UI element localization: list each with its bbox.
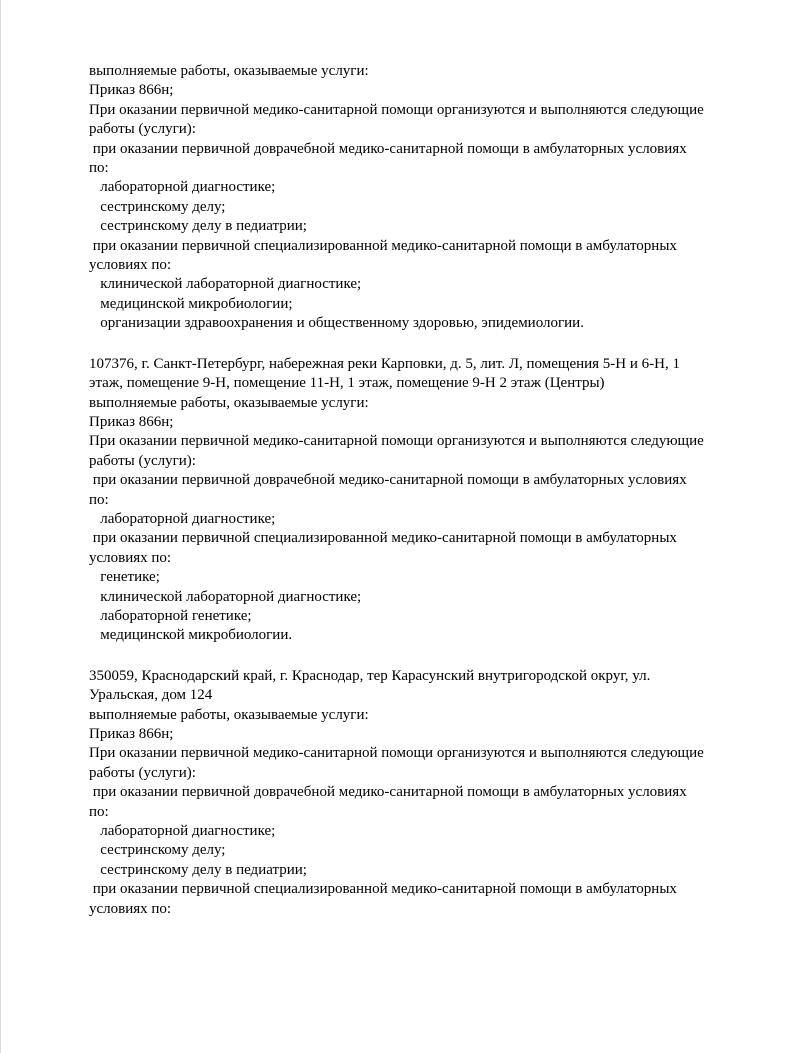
text-line: лабораторной диагностике; [89,179,276,196]
text-line: Приказ 866н; [89,726,174,742]
text-line: Уральская, дом 124 [89,687,213,704]
text-line: При оказании первичной медико-санитарной помощи организуются и выполняются следующие [89,745,704,762]
text-line: этаж, помещение 9-Н, помещение 11-Н, 1 этаж, помещение 9-Н 2 этаж (Центры) [89,375,605,392]
text-line: сестринскому делу; [89,198,226,215]
text-line: условиях по: [89,257,172,274]
text-line: работы (услуги): [89,452,196,469]
text-line: медицинской микробиологии. [89,627,293,644]
text-line: клинической лабораторной диагностике; [89,276,362,293]
text-line: лабораторной диагностике; [89,510,276,527]
text-line: при оказании первичной доврачебной медико-санитарной помощи в амбулаторных условиях [89,784,687,801]
text-line: генетике; [89,569,160,586]
text-line: организации здравоохранения и общественному здоровью, эпидемиологии. [89,315,584,332]
text-line: по: [89,491,109,508]
text-line: клинической лабораторной диагностике; [89,588,362,605]
text-line: при оказании первичной специализированной медико-санитарной помощи в амбулаторных [89,881,677,898]
text-line: условиях по: [89,549,172,566]
text-line: 107376, г. Санкт-Петербург, набережная реки Карповки, д. 5, лит. Л, помещения 5-Н и 6-Н, 1 [89,355,680,372]
text-line: при оказании первичной специализированной медико-санитарной помощи в амбулаторных [89,237,677,254]
text-line: по: [89,160,109,177]
text-line: выполняемые работы, оказываемые услуги: [89,394,369,411]
license-entry [89,667,761,919]
text-line: при оказании первичной доврачебной медико-санитарной помощи в амбулаторных условиях [89,140,687,157]
text-line: работы (услуги): [89,121,196,138]
text-line: выполняемые работы, оказываемые услуги: [89,706,369,723]
text-line: медицинской микробиологии; [89,295,293,312]
text-line: При оказании первичной медико-санитарной помощи организуются и выполняются следующие [89,433,704,450]
document-page [89,62,761,940]
text-line: сестринскому делу в педиатрии; [89,218,307,235]
text-line: сестринскому делу в педиатрии; [89,861,307,878]
text-line: при оказании первичной специализированной медико-санитарной помощи в амбулаторных [89,530,677,547]
text-line: условиях по: [89,900,172,917]
text-line: работы (услуги): [89,764,196,781]
text-line: при оказании первичной доврачебной медико-санитарной помощи в амбулаторных условиях [89,472,687,489]
license-entry [89,355,761,646]
text-line: Приказ 866н; [89,82,174,99]
text-line: 350059, Краснодарский край, г. Краснодар, тер Карасунский внутригородской округ, ул. [89,667,651,684]
text-line: лабораторной генетике; [89,607,252,624]
license-entry [89,62,761,334]
text-line: Приказ 866н; [89,413,174,430]
text-line: по: [89,803,109,820]
text-line: При оказании первичной медико-санитарной помощи организуются и выполняются следующие [89,101,704,118]
text-line: выполняемые работы, оказываемые услуги: [89,63,369,79]
text-line: сестринскому делу; [89,842,226,859]
text-line: лабораторной диагностике; [89,823,276,840]
document-text [89,62,761,919]
